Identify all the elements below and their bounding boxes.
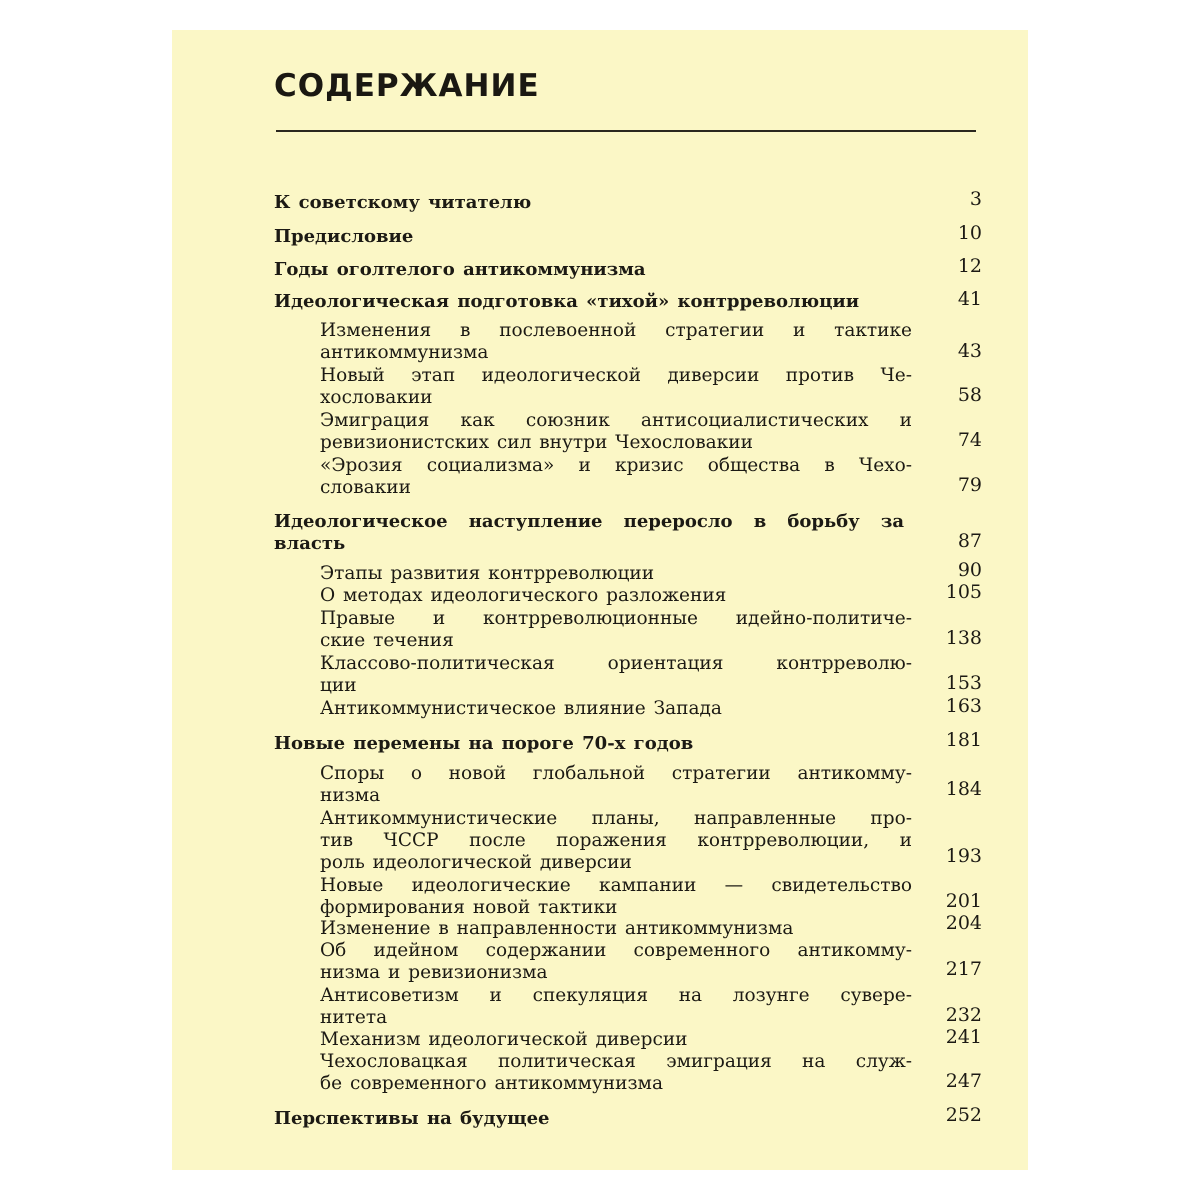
toc-entry-line: Споры о новой глобальной стратегии антикомму- — [320, 763, 912, 784]
toc-page-number: 232 — [945, 1004, 982, 1026]
toc-page-number: 252 — [945, 1104, 982, 1126]
toc-entry-line: низма и ревизионизма — [320, 962, 548, 983]
toc-page-number: 193 — [945, 845, 982, 867]
toc-entry-line: формирования новой тактики — [320, 897, 618, 918]
toc-chapter — [274, 226, 904, 248]
toc-page-number: 58 — [957, 384, 982, 406]
toc-page-number: 3 — [969, 188, 982, 210]
toc-section — [320, 1029, 912, 1051]
toc-page-number: 79 — [957, 474, 982, 496]
toc-page-number: 163 — [945, 695, 982, 717]
toc-entry-line: роль идеологической диверсии — [320, 852, 632, 873]
toc-entry-line: Годы оголтелого антикоммунизма — [274, 259, 646, 280]
toc-entry-line: «Эрозия социализма» и кризис общества в Чехо- — [320, 455, 912, 476]
toc-page-number: 74 — [957, 429, 982, 451]
toc-entry-line: Механизм идеологической диверсии — [320, 1029, 688, 1050]
toc-entry-line: ские течения — [320, 630, 454, 651]
toc-page-number: 43 — [957, 340, 982, 362]
toc-entry-line: нитета — [320, 1007, 388, 1028]
toc-chapter — [274, 192, 904, 214]
toc-page-number: 181 — [945, 729, 982, 751]
toc-entry-line: ревизионистских сил внутри Чехословакии — [320, 432, 753, 453]
toc-entry-line: Антисоветизм и спекуляция на лозунге сувере- — [320, 985, 912, 1006]
toc-entry-line: О методах идеологического разложения — [320, 585, 727, 606]
toc-entry-line: власть — [274, 533, 346, 554]
toc-section — [320, 1051, 912, 1095]
toc-entry-line: бе современного антикоммунизма — [320, 1073, 663, 1094]
toc-entry-line: Идеологическое наступление переросло в борьбу за — [274, 511, 904, 532]
toc-section — [320, 585, 912, 607]
toc-section — [320, 410, 912, 454]
toc-section — [320, 875, 912, 919]
toc-section — [320, 608, 912, 652]
toc-entry-line: Классово-политическая ориентация контрреволю- — [320, 653, 912, 674]
toc-page-number: 184 — [945, 778, 982, 800]
toc-section — [320, 653, 912, 697]
toc-page-number: 241 — [945, 1026, 982, 1048]
toc-chapter — [274, 511, 904, 555]
toc-section — [320, 365, 912, 409]
toc-entry-line: Этапы развития контрреволюции — [320, 563, 655, 584]
toc-entry-line: Перспективы на будущее — [274, 1108, 550, 1129]
toc-page-number: 105 — [945, 581, 982, 603]
toc-entry-line: Новые перемены на пороге 70-х годов — [274, 733, 694, 754]
toc-section — [320, 918, 912, 940]
toc-entry-line: Эмиграция как союзник антисоциалистических и — [320, 410, 912, 431]
book-page — [172, 30, 1028, 1170]
toc-entry-line: Идеологическая подготовка «тихой» контрреволюции — [274, 291, 860, 312]
toc-chapter — [274, 291, 904, 313]
toc-entry-line: К советскому читателю — [274, 192, 532, 213]
toc-page-number: 204 — [945, 912, 982, 934]
toc-page-number: 201 — [945, 890, 982, 912]
toc-entry-line: Правые и контрреволюционные идейно-политиче- — [320, 608, 912, 629]
toc-entry-line: низма — [320, 785, 381, 806]
toc-entry-line: Изменения в послевоенной стратегии и тактике — [320, 320, 912, 341]
toc-page-number: 217 — [945, 958, 982, 980]
toc-page-number: 10 — [957, 222, 982, 244]
toc-page-number: 41 — [957, 288, 982, 310]
toc-section — [320, 455, 912, 499]
toc-page-number: 12 — [957, 255, 982, 277]
toc-section — [320, 320, 912, 364]
toc-section — [320, 808, 912, 874]
toc-entry-line: тив ЧССР после поражения контрреволюции, и — [320, 830, 912, 851]
toc-page-number: 153 — [945, 672, 982, 694]
toc-entry-line: Антикоммунистическое влияние Запада — [320, 698, 722, 719]
toc-page-number: 90 — [957, 559, 982, 581]
title-rule — [276, 130, 976, 132]
toc-section — [320, 940, 912, 984]
toc-page-number: 138 — [945, 627, 982, 649]
toc-entry-line: Об идейном содержании современного антикомму- — [320, 940, 912, 961]
toc-section — [320, 985, 912, 1029]
toc-chapter — [274, 1108, 904, 1130]
toc-entry-line: Антикоммунистические планы, направленные про- — [320, 808, 912, 829]
toc-entry-line: хословакии — [320, 387, 433, 408]
toc-entry-line: Новый этап идеологической диверсии против Че- — [320, 365, 912, 386]
toc-entry-line: антикоммунизма — [320, 342, 489, 363]
toc-entry-line: Изменение в направленности антикоммунизма — [320, 918, 794, 939]
toc-page-number: 247 — [945, 1070, 982, 1092]
toc-entry-line: ции — [320, 675, 357, 696]
toc-entry-line: Предисловие — [274, 226, 414, 247]
toc-entry-line: Новые идеологические кампании — свидетельство — [320, 875, 912, 896]
toc-entry-line: Чехословацкая политическая эмиграция на служ- — [320, 1051, 912, 1072]
toc-section — [320, 763, 912, 807]
toc-page-number: 87 — [957, 530, 982, 552]
toc-entry-line: словакии — [320, 477, 411, 498]
toc-section — [320, 563, 912, 585]
toc-chapter — [274, 733, 904, 755]
toc-section — [320, 698, 912, 720]
page-title: СОДЕРЖАНИЕ — [274, 68, 540, 104]
toc-chapter — [274, 259, 904, 281]
